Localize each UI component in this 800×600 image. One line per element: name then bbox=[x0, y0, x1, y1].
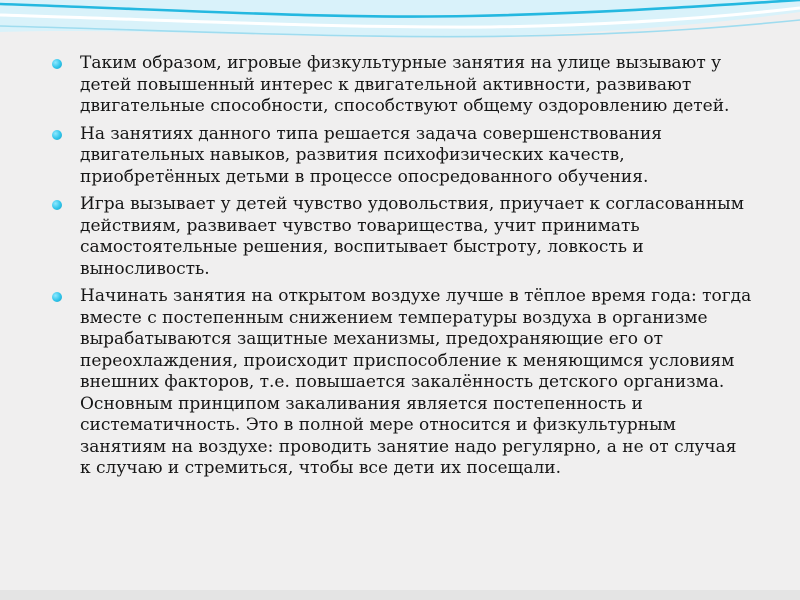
circle-bullet-icon bbox=[52, 59, 62, 69]
circle-bullet-icon bbox=[52, 130, 62, 140]
bottom-strip bbox=[0, 590, 800, 600]
circle-bullet-icon bbox=[52, 200, 62, 210]
bullet-text: Начинать занятия на открытом воздухе лучше в тёплое время года: тогда вместе с постепенным снижением температуры воздуха в организме вырабатываются защитные механизмы, предохраняющие его от переохлаждения, происходит приспособление к меняющимся условиям внешних факторов, т.е. повышается закалённость детского организма. Основным принципом закаливания является постепенность и систематичность. Это в полной мере относится и физкультурным занятиям на воздухе: проводить занятие надо регулярно, а не от случая к случаю и стремиться, чтобы все дети их посещали. bbox=[80, 286, 752, 478]
bullet-item bbox=[52, 53, 752, 118]
bullet-item bbox=[52, 124, 752, 189]
circle-bullet-icon bbox=[52, 292, 62, 302]
bullet-text: Таким образом, игровые физкультурные занятия на улице вызывают у детей повышенный интерес к двигательной активности, развивают двигательные способности, способствуют общему оздоровлению детей. bbox=[80, 53, 730, 116]
bullet-item bbox=[52, 286, 752, 480]
decorative-wave-header bbox=[0, 0, 800, 60]
bullet-list bbox=[52, 53, 752, 486]
bullet-text: Игра вызывает у детей чувство удовольствия, приучает к согласованным действиям, развивает чувство товарищества, учит принимать самостоятельные решения, воспитывает быстроту, ловкость и выносливость. bbox=[80, 194, 744, 279]
bullet-text: На занятиях данного типа решается задача совершенствования двигательных навыков, развития психофизических качеств, приобретённых детьми в процессе опосредованного обучения. bbox=[80, 123, 663, 187]
bullet-item bbox=[52, 194, 752, 280]
